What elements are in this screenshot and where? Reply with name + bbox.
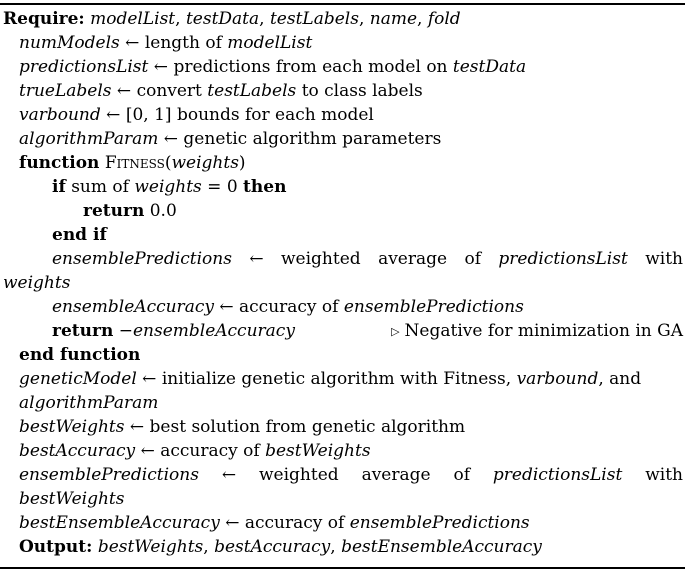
step-text: predictions from each model on [173, 57, 448, 77]
bottom-rule [0, 567, 685, 569]
step-text: of [453, 465, 471, 485]
output-param: bestAccuracy [214, 537, 331, 557]
variable: ensemblePredictions [52, 249, 232, 269]
variable: bestEnsembleAccuracy [19, 513, 220, 533]
top-rule [0, 3, 685, 5]
ensemble-predictions-line [52, 247, 683, 271]
step-text: accuracy of [239, 297, 339, 317]
variable-ref: bestWeights [265, 441, 371, 461]
end-if-keyword: end if [52, 225, 107, 245]
step-predictions-list [19, 55, 526, 79]
require-param: testLabels [269, 9, 359, 29]
ensemble-predictions-line-2 [19, 463, 683, 487]
then-keyword: then [243, 177, 287, 197]
return-value: 0.0 [149, 201, 177, 221]
require-line: Require: modelList, testData, testLabels, name, fold [3, 9, 461, 29]
end-function-keyword: end function [19, 345, 141, 365]
assign-arrow: ← [153, 57, 169, 77]
return-keyword: return [52, 321, 114, 341]
return-zero-line [83, 199, 177, 223]
step-text: best solution from genetic algorithm [149, 417, 466, 437]
step-text: initialize genetic algorithm with Fitness, [161, 369, 512, 389]
require-keyword: Require: [3, 9, 85, 29]
step-text: bounds for each model [176, 105, 374, 125]
step-text: length of [144, 33, 222, 53]
variable: bestAccuracy [19, 441, 136, 461]
assign-arrow: ← [221, 465, 237, 485]
variable-ref: algorithmParam [19, 393, 159, 413]
genetic-model-cont [19, 391, 158, 415]
variable: algorithmParam [19, 129, 159, 149]
step-text: with [645, 465, 683, 485]
step-varbound [19, 103, 374, 127]
step-text: of [464, 249, 482, 269]
function-name: Fitness [104, 153, 165, 173]
assign-arrow: ← [140, 441, 155, 461]
variable: trueLabels [19, 81, 112, 101]
variable: varbound [19, 105, 101, 125]
variable-ref: modelList [227, 33, 313, 53]
variable: predictionsList [19, 57, 149, 77]
output-keyword: Output: [19, 537, 93, 557]
assign-arrow: ← [106, 105, 121, 125]
variable: bestWeights [19, 417, 125, 437]
variable: ensembleAccuracy [52, 297, 214, 317]
require-param: name [369, 9, 418, 29]
comment-text: Negative for minimization in GA [404, 321, 683, 341]
end-function-line [19, 343, 140, 367]
output-line: Output: bestWeights, bestAccuracy, bestEnsembleAccuracy [19, 537, 542, 557]
if-keyword: if [52, 177, 66, 197]
step-text: weighted [259, 465, 339, 485]
variable-ref: ensemblePredictions [349, 513, 530, 533]
output-param: bestWeights [97, 537, 204, 557]
variable-ref: ensemblePredictions [343, 297, 524, 317]
step-text: to class labels [301, 81, 423, 101]
step-true-labels [19, 79, 423, 103]
variable: ensemblePredictions [19, 465, 199, 485]
variable-ref: ensembleAccuracy [132, 321, 295, 341]
assign-arrow: ← [225, 513, 240, 533]
ensemble-accuracy-line [52, 295, 524, 319]
best-ensemble-accuracy-line [19, 511, 530, 535]
step-text: convert [136, 81, 202, 101]
variable-ref: bestWeights [19, 489, 125, 509]
end-if-line [52, 223, 107, 247]
require-param: testData [185, 9, 260, 29]
step-num-models [19, 31, 312, 55]
function-keyword: function [19, 153, 100, 173]
best-weights-line [19, 415, 465, 439]
assign-arrow: ← [219, 297, 234, 317]
assign-arrow: ← [125, 33, 140, 53]
assign-arrow: ← [163, 129, 179, 149]
variable-ref: varbound [516, 369, 599, 389]
return-keyword: return [83, 201, 145, 221]
step-text: , and [598, 369, 642, 389]
assign-arrow: ← [142, 369, 157, 389]
math-expression: = 0 [207, 177, 238, 197]
comment-triangle-icon: ▷ [391, 325, 400, 338]
function-header: function Fitness(weights) [19, 153, 246, 173]
ensemble-predictions-cont-2 [19, 487, 124, 511]
assign-arrow: ← [116, 81, 132, 101]
step-text: sum of [71, 177, 129, 197]
variable-ref: predictionsList [498, 249, 628, 269]
variable-ref: weights [134, 177, 202, 197]
comment [391, 319, 683, 344]
variable-ref: predictionsList [492, 465, 623, 485]
best-accuracy-line [19, 439, 371, 463]
step-text: with [645, 249, 683, 269]
require-param: modelList [90, 9, 176, 29]
assign-arrow: ← [249, 249, 264, 269]
step-text: genetic algorithm parameters [183, 129, 442, 149]
variable: geneticModel [19, 369, 137, 389]
if-line [52, 175, 286, 199]
step-algorithm-param [19, 127, 441, 151]
output-param: bestEnsembleAccuracy [341, 537, 542, 557]
variable-ref: testData [452, 57, 527, 77]
step-text: accuracy of [244, 513, 345, 533]
variable-ref: testLabels [207, 81, 297, 101]
variable-ref: weights [3, 273, 71, 293]
step-text: accuracy of [160, 441, 260, 461]
require-param: fold [427, 9, 461, 29]
step-text: average [361, 465, 431, 485]
math-interval: [0, 1] [125, 105, 172, 125]
function-arg: weights [171, 153, 239, 173]
ensemble-predictions-cont [3, 271, 71, 295]
minus-sign: − [118, 321, 133, 341]
return-accuracy-line [52, 319, 683, 343]
genetic-model-line [19, 367, 641, 391]
variable: numModels [19, 33, 120, 53]
step-text: weighted [281, 249, 361, 269]
step-text: average [378, 249, 448, 269]
assign-arrow: ← [129, 417, 145, 437]
